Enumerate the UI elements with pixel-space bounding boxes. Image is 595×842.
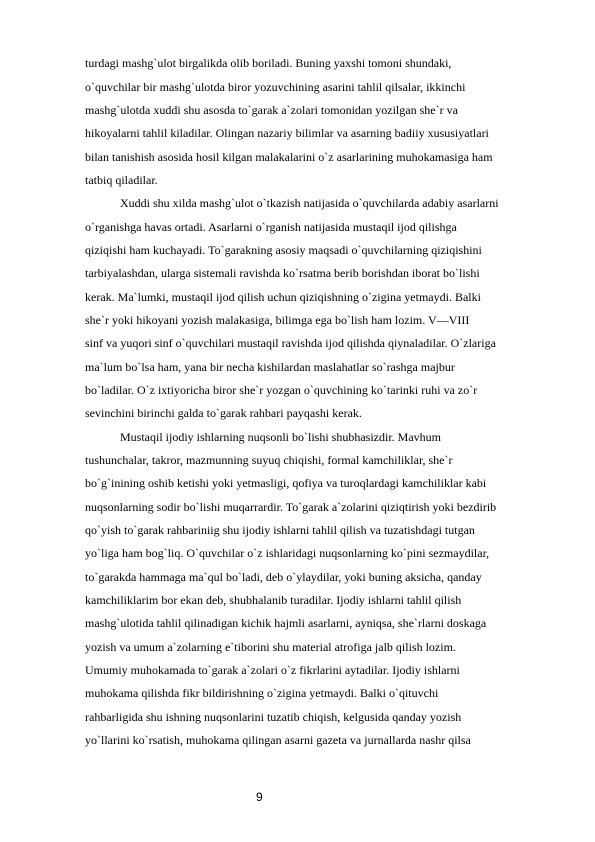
text-line: bo`g`inining oshib ketishi yoki yetmasligi, qofiya va turoqlardagi kamchiliklar kabi <box>85 476 487 490</box>
text-line: mashg`ulotda xuddi shu asosda to`garak a`zolari tomonidan yozilgan she`r va <box>85 103 458 117</box>
text-line: she`r yoki hikoyani yozish malakasiga, bilimga ega bo`lish ham lozim. V—VIII <box>85 313 470 327</box>
text-line: Umumiy muhokamada to`garak a`zolari o`z fikrlarini aytadilar. Ijodiy ishlarni <box>85 663 460 677</box>
paragraph-first-line: Xuddi shu xilda mashg`ulot o`tkazish natijasida o`quvchilarda adabiy asarlarni <box>120 196 499 210</box>
text-line: sinf va yuqori sinf o`quvchilari mustaqil ravishda ijod qilishda qiynaladilar. O`zlariga <box>85 336 496 350</box>
text-line: to`garakda hammaga ma`qul bo`ladi, deb o`ylaydilar, yoki buning aksicha, qanday <box>85 570 482 584</box>
text-line: sevinchini birinchi galda to`garak rahbari payqashi kerak. <box>85 406 362 420</box>
text-line: kamchiliklarim bor ekan deb, shubhalanib turadilar. Ijodiy ishlarni tahlil qilish <box>85 593 462 607</box>
text-line: yozish va umum a`zolarning e`tiborini shu material atrofiga jalb qilish lozim. <box>85 640 456 654</box>
text-line: bo`ladilar. O`z ixtiyoricha biror she`r yozgan o`quvchining ko`tarinki ruhi va zo`r <box>85 383 478 397</box>
text-line: ma`lum bo`lsa ham, yana bir necha kishilardan maslahatlar so`rashga majbur <box>85 360 455 374</box>
text-line: mashg`ulotida tahlil qilinadigan kichik hajmli asarlarni, ayniqsa, she`rlarni doskaga <box>85 616 487 630</box>
text-line: nuqsonlarning sodir bo`lishi muqarrardir. To`garak a`zolarini qiziqtirish yoki bezdirib <box>85 500 497 514</box>
text-line: tushunchalar, takror, mazmunning suyuq chiqishi, formal kamchiliklar, she`r <box>85 453 453 467</box>
text-line: yo`llarini ko`rsatish, muhokama qilingan asarni gazeta va jurnallarda nashr qilsa <box>85 733 471 747</box>
text-line: bilan tanishish asosida hosil kilgan malakalarini o`z asarlarining muhokamasiga ham <box>85 150 493 164</box>
text-line: qo`yish to`garak rahbariniig shu ijodiy ishlarni tahlil qilish va tuzatishdagi tutgan <box>85 523 475 537</box>
text-line: kerak. Ma`lumki, mustaqil ijod qilish uchun qiziqishning o`zigina yetmaydi. Balki <box>85 290 481 304</box>
text-line: rahbarligida shu ishning nuqsonlarini tuzatib chiqish, kelgusida qanday yozish <box>85 710 462 724</box>
text-line: yo`liga ham bog`liq. O`quvchilar o`z ishlaridagi nuqsonlarning ko`pini sezmaydilar, <box>85 546 490 560</box>
text-line: hikoyalarni tahlil kiladilar. Olingan nazariy bilimlar va asarning badiiy xususiyatlari <box>85 126 489 140</box>
text-line: qiziqishi ham kuchayadi. To`garakning asosiy maqsadi o`quvchilarning qiziqishini <box>85 243 482 257</box>
text-line: o`rganishga havas ortadi. Asarlarni o`rganish natijasida mustaqil ijod qilishga <box>85 220 457 234</box>
page-number: 9 <box>256 790 263 804</box>
text-line: tarbiyalashdan, ularga sistemali ravishda ko`rsatma berib borishdan iborat bo`lishi <box>85 266 480 280</box>
text-line: turdagi mashg`ulot birgalikda olib boriladi. Buning yaxshi tomoni shundaki, <box>85 56 452 70</box>
text-line: tatbiq qiladilar. <box>85 173 158 187</box>
paragraph-first-line: Mustaqil ijodiy ishlarning nuqsonli bo`lishi shubhasizdir. Mavhum <box>120 430 441 444</box>
text-line: o`quvchilar bir mashg`ulotda biror yozuvchining asarini tahlil qilsalar, ikkinchi <box>85 80 466 94</box>
text-line: muhokama qilishda fikr bildirishning o`zigina yetmaydi. Balki o`qituvchi <box>85 686 439 700</box>
